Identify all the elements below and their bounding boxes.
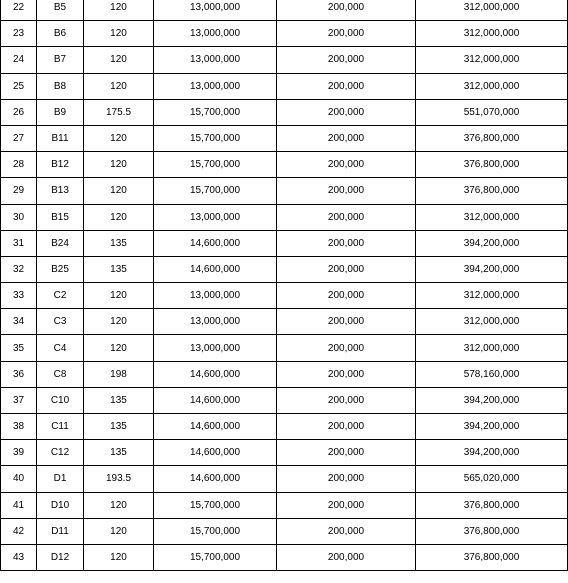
row-index-cell: 36 bbox=[1, 361, 37, 387]
row-index-cell: 39 bbox=[1, 440, 37, 466]
area-cell: 120 bbox=[84, 544, 154, 570]
unit-price-cell: 13,000,000 bbox=[154, 283, 277, 309]
total-cell: 394,200,000 bbox=[416, 230, 568, 256]
total-cell: 312,000,000 bbox=[416, 73, 568, 99]
total-cell: 376,800,000 bbox=[416, 544, 568, 570]
total-cell: 394,200,000 bbox=[416, 256, 568, 282]
area-cell: 135 bbox=[84, 440, 154, 466]
unit-price-cell: 13,000,000 bbox=[154, 335, 277, 361]
row-index-cell: 40 bbox=[1, 466, 37, 492]
row-index-cell: 42 bbox=[1, 518, 37, 544]
fee-cell: 200,000 bbox=[277, 99, 416, 125]
unit-code-cell: C4 bbox=[37, 335, 84, 361]
unit-price-cell: 14,600,000 bbox=[154, 361, 277, 387]
fee-cell: 200,000 bbox=[277, 0, 416, 21]
area-cell: 120 bbox=[84, 204, 154, 230]
table-row bbox=[1, 256, 568, 282]
table-row bbox=[1, 73, 568, 99]
table-row bbox=[1, 21, 568, 47]
fee-cell: 200,000 bbox=[277, 440, 416, 466]
table-body bbox=[1, 0, 568, 571]
area-cell: 175.5 bbox=[84, 99, 154, 125]
unit-price-cell: 15,700,000 bbox=[154, 99, 277, 125]
fee-cell: 200,000 bbox=[277, 518, 416, 544]
total-cell: 578,160,000 bbox=[416, 361, 568, 387]
unit-code-cell: B24 bbox=[37, 230, 84, 256]
table-row bbox=[1, 204, 568, 230]
fee-cell: 200,000 bbox=[277, 178, 416, 204]
unit-price-cell: 14,600,000 bbox=[154, 466, 277, 492]
row-index-cell: 28 bbox=[1, 152, 37, 178]
unit-price-cell: 15,700,000 bbox=[154, 492, 277, 518]
table-row bbox=[1, 178, 568, 204]
area-cell: 120 bbox=[84, 335, 154, 361]
unit-price-cell: 13,000,000 bbox=[154, 47, 277, 73]
unit-price-cell: 13,000,000 bbox=[154, 309, 277, 335]
area-cell: 120 bbox=[84, 21, 154, 47]
area-cell: 120 bbox=[84, 0, 154, 21]
unit-code-cell: D1 bbox=[37, 466, 84, 492]
area-cell: 135 bbox=[84, 414, 154, 440]
total-cell: 565,020,000 bbox=[416, 466, 568, 492]
area-cell: 135 bbox=[84, 256, 154, 282]
total-cell: 312,000,000 bbox=[416, 47, 568, 73]
total-cell: 312,000,000 bbox=[416, 204, 568, 230]
unit-code-cell: B8 bbox=[37, 73, 84, 99]
row-index-cell: 22 bbox=[1, 0, 37, 21]
total-cell: 312,000,000 bbox=[416, 21, 568, 47]
row-index-cell: 26 bbox=[1, 99, 37, 125]
unit-code-cell: B5 bbox=[37, 0, 84, 21]
table-row bbox=[1, 283, 568, 309]
table-row bbox=[1, 518, 568, 544]
row-index-cell: 38 bbox=[1, 414, 37, 440]
row-index-cell: 35 bbox=[1, 335, 37, 361]
unit-price-cell: 15,700,000 bbox=[154, 178, 277, 204]
fee-cell: 200,000 bbox=[277, 152, 416, 178]
row-index-cell: 30 bbox=[1, 204, 37, 230]
unit-code-cell: C11 bbox=[37, 414, 84, 440]
area-cell: 120 bbox=[84, 73, 154, 99]
unit-code-cell: B6 bbox=[37, 21, 84, 47]
area-cell: 120 bbox=[84, 125, 154, 151]
unit-code-cell: B11 bbox=[37, 125, 84, 151]
total-cell: 312,000,000 bbox=[416, 309, 568, 335]
fee-cell: 200,000 bbox=[277, 492, 416, 518]
area-cell: 193.5 bbox=[84, 466, 154, 492]
fee-cell: 200,000 bbox=[277, 414, 416, 440]
table-row bbox=[1, 335, 568, 361]
unit-code-cell: D10 bbox=[37, 492, 84, 518]
table-row bbox=[1, 544, 568, 570]
unit-code-cell: B13 bbox=[37, 178, 84, 204]
total-cell: 376,800,000 bbox=[416, 518, 568, 544]
unit-price-cell: 15,700,000 bbox=[154, 152, 277, 178]
row-index-cell: 33 bbox=[1, 283, 37, 309]
table-row bbox=[1, 387, 568, 413]
row-index-cell: 23 bbox=[1, 21, 37, 47]
unit-code-cell: C2 bbox=[37, 283, 84, 309]
unit-price-cell: 15,700,000 bbox=[154, 544, 277, 570]
table-row bbox=[1, 99, 568, 125]
total-cell: 551,070,000 bbox=[416, 99, 568, 125]
area-cell: 120 bbox=[84, 518, 154, 544]
unit-code-cell: B7 bbox=[37, 47, 84, 73]
total-cell: 312,000,000 bbox=[416, 335, 568, 361]
row-index-cell: 41 bbox=[1, 492, 37, 518]
row-index-cell: 29 bbox=[1, 178, 37, 204]
area-cell: 120 bbox=[84, 152, 154, 178]
unit-code-cell: C10 bbox=[37, 387, 84, 413]
table-row bbox=[1, 466, 568, 492]
row-index-cell: 37 bbox=[1, 387, 37, 413]
table-row bbox=[1, 309, 568, 335]
unit-price-cell: 14,600,000 bbox=[154, 440, 277, 466]
unit-code-cell: D12 bbox=[37, 544, 84, 570]
row-index-cell: 34 bbox=[1, 309, 37, 335]
area-cell: 120 bbox=[84, 283, 154, 309]
table-row bbox=[1, 230, 568, 256]
unit-code-cell: B12 bbox=[37, 152, 84, 178]
unit-price-cell: 14,600,000 bbox=[154, 414, 277, 440]
unit-code-cell: B9 bbox=[37, 99, 84, 125]
area-cell: 135 bbox=[84, 387, 154, 413]
table-row bbox=[1, 0, 568, 21]
fee-cell: 200,000 bbox=[277, 309, 416, 335]
unit-price-cell: 14,600,000 bbox=[154, 387, 277, 413]
fee-cell: 200,000 bbox=[277, 21, 416, 47]
fee-cell: 200,000 bbox=[277, 283, 416, 309]
total-cell: 312,000,000 bbox=[416, 0, 568, 21]
total-cell: 394,200,000 bbox=[416, 414, 568, 440]
unit-price-cell: 13,000,000 bbox=[154, 0, 277, 21]
unit-price-cell: 13,000,000 bbox=[154, 204, 277, 230]
table-row bbox=[1, 414, 568, 440]
total-cell: 376,800,000 bbox=[416, 492, 568, 518]
unit-code-cell: B15 bbox=[37, 204, 84, 230]
fee-cell: 200,000 bbox=[277, 335, 416, 361]
total-cell: 376,800,000 bbox=[416, 125, 568, 151]
unit-price-cell: 15,700,000 bbox=[154, 125, 277, 151]
fee-cell: 200,000 bbox=[277, 361, 416, 387]
fee-cell: 200,000 bbox=[277, 204, 416, 230]
area-cell: 120 bbox=[84, 309, 154, 335]
row-index-cell: 32 bbox=[1, 256, 37, 282]
unit-code-cell: C12 bbox=[37, 440, 84, 466]
row-index-cell: 27 bbox=[1, 125, 37, 151]
total-cell: 376,800,000 bbox=[416, 178, 568, 204]
row-index-cell: 25 bbox=[1, 73, 37, 99]
unit-price-cell: 13,000,000 bbox=[154, 73, 277, 99]
unit-code-cell: C3 bbox=[37, 309, 84, 335]
area-cell: 198 bbox=[84, 361, 154, 387]
fee-cell: 200,000 bbox=[277, 544, 416, 570]
unit-price-cell: 15,700,000 bbox=[154, 518, 277, 544]
table-row bbox=[1, 125, 568, 151]
unit-price-cell: 14,600,000 bbox=[154, 230, 277, 256]
unit-price-cell: 14,600,000 bbox=[154, 256, 277, 282]
fee-cell: 200,000 bbox=[277, 466, 416, 492]
table-row bbox=[1, 440, 568, 466]
unit-code-cell: B25 bbox=[37, 256, 84, 282]
fee-cell: 200,000 bbox=[277, 230, 416, 256]
table-row bbox=[1, 152, 568, 178]
row-index-cell: 31 bbox=[1, 230, 37, 256]
row-index-cell: 24 bbox=[1, 47, 37, 73]
total-cell: 394,200,000 bbox=[416, 387, 568, 413]
fee-cell: 200,000 bbox=[277, 387, 416, 413]
fee-cell: 200,000 bbox=[277, 256, 416, 282]
total-cell: 312,000,000 bbox=[416, 283, 568, 309]
fee-cell: 200,000 bbox=[277, 47, 416, 73]
table-row bbox=[1, 492, 568, 518]
table-row bbox=[1, 361, 568, 387]
area-cell: 120 bbox=[84, 492, 154, 518]
fee-cell: 200,000 bbox=[277, 73, 416, 99]
fee-cell: 200,000 bbox=[277, 125, 416, 151]
table-row bbox=[1, 47, 568, 73]
unit-price-cell: 13,000,000 bbox=[154, 21, 277, 47]
area-cell: 120 bbox=[84, 178, 154, 204]
total-cell: 394,200,000 bbox=[416, 440, 568, 466]
unit-code-cell: D11 bbox=[37, 518, 84, 544]
area-cell: 135 bbox=[84, 230, 154, 256]
total-cell: 376,800,000 bbox=[416, 152, 568, 178]
area-cell: 120 bbox=[84, 47, 154, 73]
row-index-cell: 43 bbox=[1, 544, 37, 570]
unit-code-cell: C8 bbox=[37, 361, 84, 387]
